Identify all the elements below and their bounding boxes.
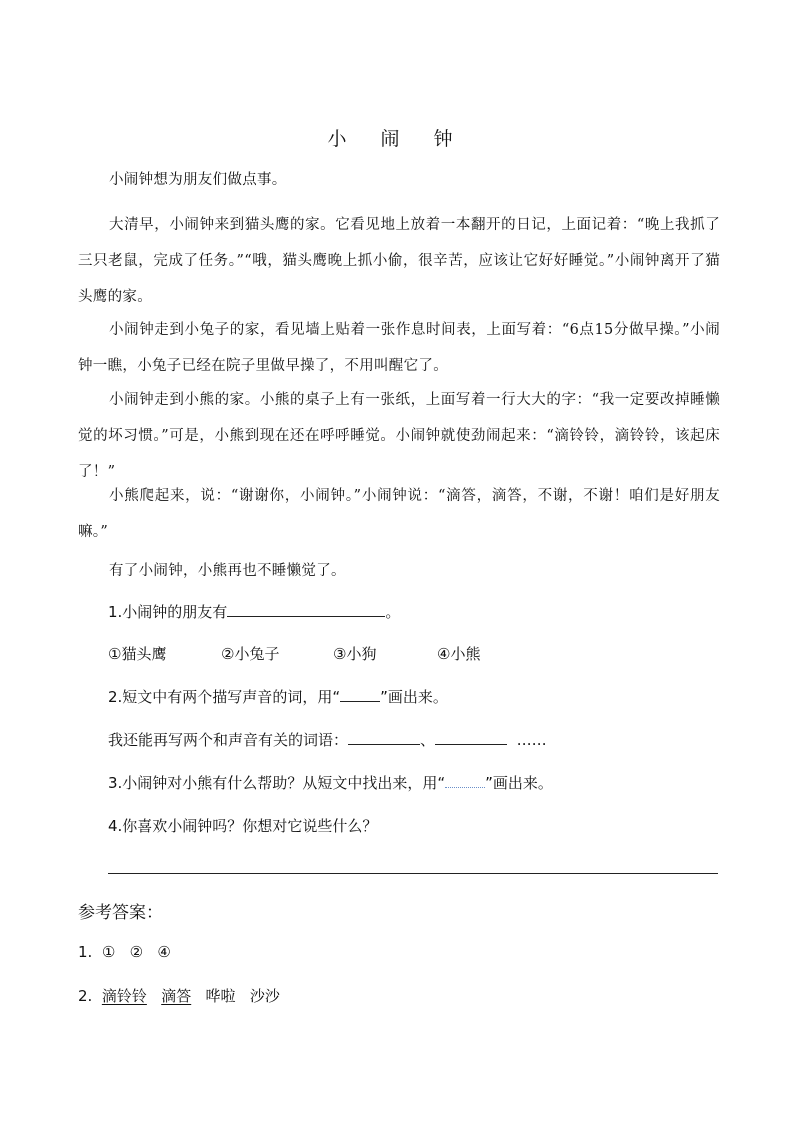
option-owl[interactable]: ①猫头鹰: [108, 645, 167, 663]
answer-blank-2a[interactable]: [348, 730, 420, 745]
answer-line[interactable]: [108, 873, 718, 874]
option-rabbit[interactable]: ②小兔子: [221, 645, 280, 663]
answer-1: [78, 943, 171, 961]
answer-2: [78, 985, 280, 1006]
question-3: [108, 771, 553, 795]
underline-sample: [340, 687, 380, 702]
answer-2-word: 滴答: [161, 987, 192, 1005]
answer-1-item: ④: [157, 943, 171, 961]
question-1: [108, 600, 400, 624]
paragraph-5: 小熊爬起来，说：“谢谢你，小闹钟。”小闹钟说：“滴答，滴答，不谢，不谢！咱们是好朋友嘛。”: [78, 488, 720, 540]
question-3-text: 3.小闹钟对小熊有什么帮助？从短文中找出来，用“: [108, 774, 446, 792]
paragraph-4: 小闹钟走到小熊的家。小熊的桌子上有一张纸，上面写着一行大大的字：“我一定要改掉睡懒觉的坏习惯。”可是，小熊到现在还在呼呼睡觉。小闹钟就使劲闹起来：“滴铃铃，滴铃铃，该起床了！”: [78, 392, 720, 480]
question-2-extra-text: 我还能再写两个和声音有关的词语：: [108, 731, 349, 749]
answer-1-item: ②: [129, 943, 144, 961]
question-2-ellipsis: ……: [516, 731, 547, 749]
answer-1-number: 1.: [78, 943, 93, 961]
question-4: 4.你喜欢小闹钟吗？你想对它说些什么？: [108, 817, 378, 835]
question-1-text: 1.小闹钟的朋友有: [108, 603, 228, 621]
question-2: [108, 685, 448, 709]
question-2-extra: [108, 728, 547, 752]
answer-2-word: 沙沙: [249, 987, 280, 1005]
paragraph-2: 大清早，小闹钟来到猫头鹰的家。它看见地上放着一本翻开的日记，上面记着：“晚上我抓了三只老鼠，完成了任务。”“哦，猫头鹰晚上抓小偷，很辛苦，应该让它好好睡觉。”小闹钟离开了猫头鹰的家。: [78, 217, 720, 305]
paragraph-1: 小闹钟想为朋友们做点事。: [109, 172, 287, 188]
wavy-line-sample: [445, 775, 485, 788]
question-3-suffix: ”画出来。: [485, 774, 553, 792]
question-2-suffix: ”画出来。: [380, 688, 448, 706]
page-title: 小 闹 钟: [327, 128, 467, 150]
option-bear[interactable]: ④小熊: [437, 645, 481, 663]
question-1-suffix: 。: [385, 603, 401, 621]
answer-blank-2b[interactable]: [435, 730, 507, 745]
answer-blank-1[interactable]: [227, 602, 385, 617]
question-1-options: [108, 642, 480, 666]
answer-2-word: 滴铃铃: [101, 987, 147, 1005]
question-2-separator: 、: [420, 731, 436, 749]
paragraph-3: 小闹钟走到小兔子的家，看见墙上贴着一张作息时间表，上面写着：“6点15分做早操。”小闹钟一瞧，小兔子已经在院子里做早操了，不用叫醒它了。: [78, 322, 720, 374]
answer-key-heading: 参考答案：: [78, 903, 163, 923]
answer-2-number: 2.: [78, 987, 93, 1005]
question-2-text: 2.短文中有两个描写声音的词，用“: [108, 688, 341, 706]
answer-2-word: 哗啦: [205, 987, 236, 1005]
answer-1-item: ①: [101, 943, 116, 961]
option-dog[interactable]: ③小狗: [333, 645, 377, 663]
paragraph-6: 有了小闹钟，小熊再也不睡懒觉了。: [109, 563, 346, 579]
